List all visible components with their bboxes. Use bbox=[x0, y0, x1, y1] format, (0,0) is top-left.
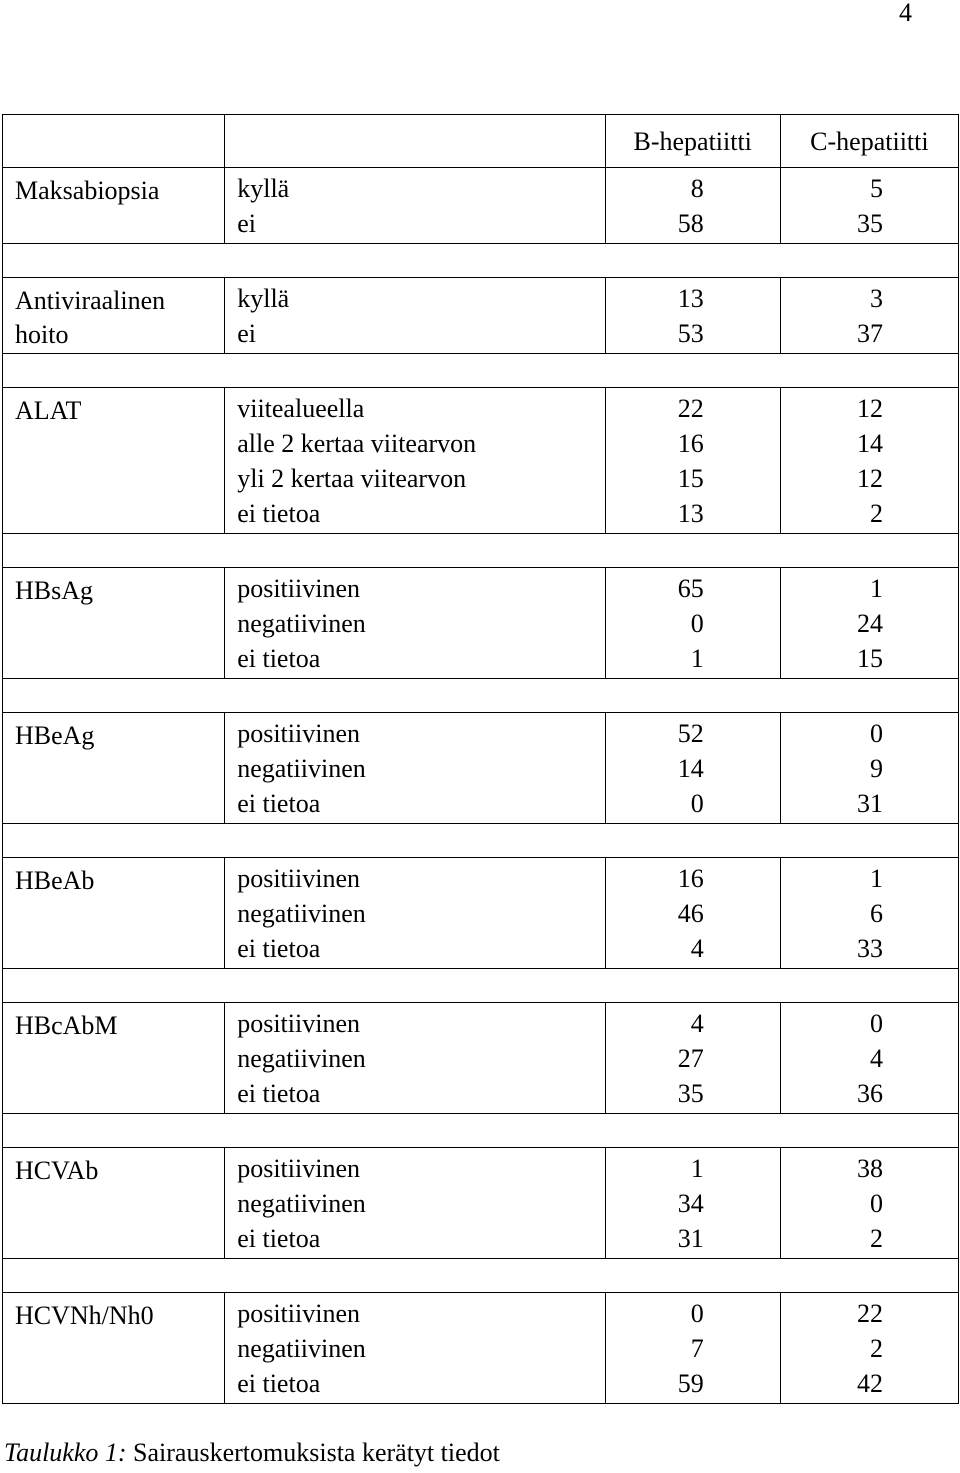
table-group-row bbox=[3, 1293, 959, 1404]
table-group-row bbox=[3, 568, 959, 679]
category-cell bbox=[225, 568, 605, 679]
b-hepatitis-value: 34 bbox=[677, 1189, 704, 1218]
category-label: positiivinen bbox=[237, 1299, 360, 1328]
c-hepatitis-value: 0 bbox=[870, 719, 883, 748]
c-hepatitis-cell bbox=[780, 168, 958, 244]
spacer-row bbox=[3, 969, 959, 1003]
group-label bbox=[3, 713, 225, 824]
b-hepatitis-value: 7 bbox=[690, 1334, 704, 1363]
column-header-b-hepatitis: B-hepatiitti bbox=[605, 115, 780, 168]
header-empty-cell bbox=[225, 115, 605, 168]
b-hepatitis-cell bbox=[605, 1003, 780, 1114]
group-label bbox=[3, 168, 225, 244]
spacer-row bbox=[3, 679, 959, 713]
spacer-row bbox=[3, 1259, 959, 1293]
spacer-cell bbox=[3, 1114, 959, 1148]
c-hepatitis-value: 14 bbox=[857, 429, 883, 458]
c-hepatitis-cell bbox=[780, 713, 958, 824]
b-hepatitis-value: 46 bbox=[677, 899, 704, 928]
b-hepatitis-cell bbox=[605, 168, 780, 244]
category-label: ei tietoa bbox=[237, 499, 321, 528]
spacer-cell bbox=[3, 354, 959, 388]
caption-label: Taulukko 1: bbox=[4, 1438, 127, 1467]
c-hepatitis-cell bbox=[780, 858, 958, 969]
c-hepatitis-value: 22 bbox=[857, 1299, 883, 1328]
c-hepatitis-value: 4 bbox=[870, 1044, 883, 1073]
b-hepatitis-value: 0 bbox=[690, 609, 704, 638]
group-label bbox=[3, 1293, 225, 1404]
c-hepatitis-value: 35 bbox=[857, 209, 883, 238]
group-label-line: hoito bbox=[15, 320, 69, 349]
group-label-line: HBsAg bbox=[15, 576, 94, 605]
caption-text: Sairauskertomuksista kerätyt tiedot bbox=[126, 1438, 500, 1467]
table-body bbox=[3, 115, 959, 1404]
spacer-cell bbox=[3, 679, 959, 713]
c-hepatitis-cell bbox=[780, 568, 958, 679]
b-hepatitis-value: 14 bbox=[677, 754, 704, 783]
spacer-cell bbox=[3, 1259, 959, 1293]
group-label-line: HBeAg bbox=[15, 721, 95, 750]
category-label: negatiivinen bbox=[237, 754, 366, 783]
group-label bbox=[3, 388, 225, 534]
spacer-cell bbox=[3, 824, 959, 858]
category-label: kyllä bbox=[237, 284, 290, 313]
group-label bbox=[3, 1148, 225, 1259]
group-label bbox=[3, 568, 225, 679]
c-hepatitis-value: 36 bbox=[857, 1079, 883, 1108]
table-group-row bbox=[3, 1003, 959, 1114]
category-cell bbox=[225, 713, 605, 824]
c-hepatitis-value: 12 bbox=[857, 464, 883, 493]
b-hepatitis-value: 0 bbox=[690, 1299, 704, 1328]
category-label: viitealueella bbox=[237, 394, 365, 423]
category-label: negatiivinen bbox=[237, 899, 366, 928]
data-table bbox=[2, 114, 959, 1404]
category-label: negatiivinen bbox=[237, 1189, 366, 1218]
c-hepatitis-value: 15 bbox=[857, 644, 883, 673]
category-label: ei tietoa bbox=[237, 1079, 321, 1108]
category-label: ei bbox=[237, 209, 256, 238]
b-hepatitis-value: 13 bbox=[677, 284, 704, 313]
c-hepatitis-value: 1 bbox=[870, 574, 883, 603]
category-label: ei tietoa bbox=[237, 934, 321, 963]
c-hepatitis-value: 24 bbox=[857, 609, 883, 638]
category-label: ei tietoa bbox=[237, 1224, 321, 1253]
b-hepatitis-value: 4 bbox=[690, 1009, 704, 1038]
group-label-line: ALAT bbox=[15, 396, 82, 425]
b-hepatitis-value: 1 bbox=[690, 644, 704, 673]
c-hepatitis-value: 5 bbox=[870, 174, 883, 203]
category-label: positiivinen bbox=[237, 864, 360, 893]
c-hepatitis-value: 0 bbox=[870, 1009, 883, 1038]
b-hepatitis-value: 65 bbox=[677, 574, 704, 603]
c-hepatitis-value: 0 bbox=[870, 1189, 883, 1218]
table-group-row bbox=[3, 1148, 959, 1259]
c-hepatitis-value: 1 bbox=[870, 864, 883, 893]
header-empty-cell bbox=[3, 115, 225, 168]
b-hepatitis-value: 27 bbox=[677, 1044, 704, 1073]
c-hepatitis-value: 37 bbox=[857, 319, 883, 348]
b-hepatitis-value: 16 bbox=[677, 864, 704, 893]
category-label: positiivinen bbox=[237, 719, 360, 748]
category-cell bbox=[225, 278, 605, 354]
b-hepatitis-cell bbox=[605, 1293, 780, 1404]
group-label bbox=[3, 858, 225, 969]
category-cell bbox=[225, 1293, 605, 1404]
b-hepatitis-value: 4 bbox=[690, 934, 704, 963]
spacer-cell bbox=[3, 534, 959, 568]
b-hepatitis-value: 22 bbox=[677, 394, 704, 423]
category-cell bbox=[225, 1148, 605, 1259]
b-hepatitis-value: 1 bbox=[690, 1154, 704, 1183]
b-hepatitis-cell bbox=[605, 278, 780, 354]
c-hepatitis-value: 2 bbox=[870, 1334, 883, 1363]
b-hepatitis-cell bbox=[605, 858, 780, 969]
b-hepatitis-value: 31 bbox=[677, 1224, 704, 1253]
spacer-row bbox=[3, 1114, 959, 1148]
category-label: positiivinen bbox=[237, 1009, 360, 1038]
category-cell bbox=[225, 858, 605, 969]
category-label: ei tietoa bbox=[237, 644, 321, 673]
group-label-line: Antiviraalinen bbox=[15, 286, 166, 315]
spacer-row bbox=[3, 244, 959, 278]
category-cell bbox=[225, 168, 605, 244]
c-hepatitis-value: 2 bbox=[870, 499, 883, 528]
category-label: kyllä bbox=[237, 174, 290, 203]
group-label-line: HBcAbM bbox=[15, 1011, 118, 1040]
b-hepatitis-value: 58 bbox=[677, 209, 704, 238]
spacer-cell bbox=[3, 969, 959, 1003]
category-label: ei bbox=[237, 319, 256, 348]
b-hepatitis-value: 52 bbox=[677, 719, 704, 748]
b-hepatitis-value: 13 bbox=[677, 499, 704, 528]
group-label-line: Maksabiopsia bbox=[15, 176, 160, 205]
table-group-row bbox=[3, 278, 959, 354]
c-hepatitis-cell bbox=[780, 1003, 958, 1114]
c-hepatitis-value: 42 bbox=[857, 1369, 883, 1398]
b-hepatitis-value: 16 bbox=[677, 429, 704, 458]
page-number: 4 bbox=[899, 0, 912, 27]
c-hepatitis-value: 2 bbox=[870, 1224, 883, 1253]
category-label: yli 2 kertaa viitearvon bbox=[237, 464, 467, 493]
group-label bbox=[3, 278, 225, 354]
c-hepatitis-value: 12 bbox=[857, 394, 883, 423]
b-hepatitis-value: 0 bbox=[690, 789, 704, 818]
c-hepatitis-value: 38 bbox=[857, 1154, 883, 1183]
table-group-row bbox=[3, 168, 959, 244]
group-label-line: HCVNh/Nh0 bbox=[15, 1301, 154, 1330]
b-hepatitis-cell bbox=[605, 713, 780, 824]
category-label: negatiivinen bbox=[237, 1044, 366, 1073]
c-hepatitis-value: 31 bbox=[857, 789, 883, 818]
c-hepatitis-cell bbox=[780, 1293, 958, 1404]
spacer-row bbox=[3, 824, 959, 858]
c-hepatitis-value: 3 bbox=[870, 284, 883, 313]
b-hepatitis-value: 35 bbox=[677, 1079, 704, 1108]
spacer-cell bbox=[3, 244, 959, 278]
group-label-line: HCVAb bbox=[15, 1156, 99, 1185]
category-label: positiivinen bbox=[237, 1154, 360, 1183]
c-hepatitis-cell bbox=[780, 1148, 958, 1259]
category-label: alle 2 kertaa viitearvon bbox=[237, 429, 477, 458]
table-caption bbox=[4, 1438, 500, 1468]
category-cell bbox=[225, 388, 605, 534]
group-label-line: HBeAb bbox=[15, 866, 95, 895]
b-hepatitis-value: 53 bbox=[677, 319, 704, 348]
spacer-row bbox=[3, 354, 959, 388]
category-label: ei tietoa bbox=[237, 789, 321, 818]
b-hepatitis-cell bbox=[605, 1148, 780, 1259]
c-hepatitis-value: 9 bbox=[870, 754, 883, 783]
b-hepatitis-value: 15 bbox=[677, 464, 704, 493]
group-label bbox=[3, 1003, 225, 1114]
table-header-row bbox=[3, 115, 959, 168]
table-group-row bbox=[3, 713, 959, 824]
column-header-c-hepatitis: C-hepatiitti bbox=[780, 115, 958, 168]
b-hepatitis-value: 59 bbox=[677, 1369, 704, 1398]
c-hepatitis-value: 33 bbox=[857, 934, 883, 963]
category-label: positiivinen bbox=[237, 574, 360, 603]
category-label: negatiivinen bbox=[237, 1334, 366, 1363]
b-hepatitis-value: 8 bbox=[690, 174, 704, 203]
c-hepatitis-value: 6 bbox=[870, 899, 883, 928]
category-label: negatiivinen bbox=[237, 609, 366, 638]
category-label: ei tietoa bbox=[237, 1369, 321, 1398]
spacer-row bbox=[3, 534, 959, 568]
b-hepatitis-cell bbox=[605, 388, 780, 534]
c-hepatitis-cell bbox=[780, 388, 958, 534]
category-cell bbox=[225, 1003, 605, 1114]
table-group-row bbox=[3, 858, 959, 969]
b-hepatitis-cell bbox=[605, 568, 780, 679]
c-hepatitis-cell bbox=[780, 278, 958, 354]
table-group-row bbox=[3, 388, 959, 534]
